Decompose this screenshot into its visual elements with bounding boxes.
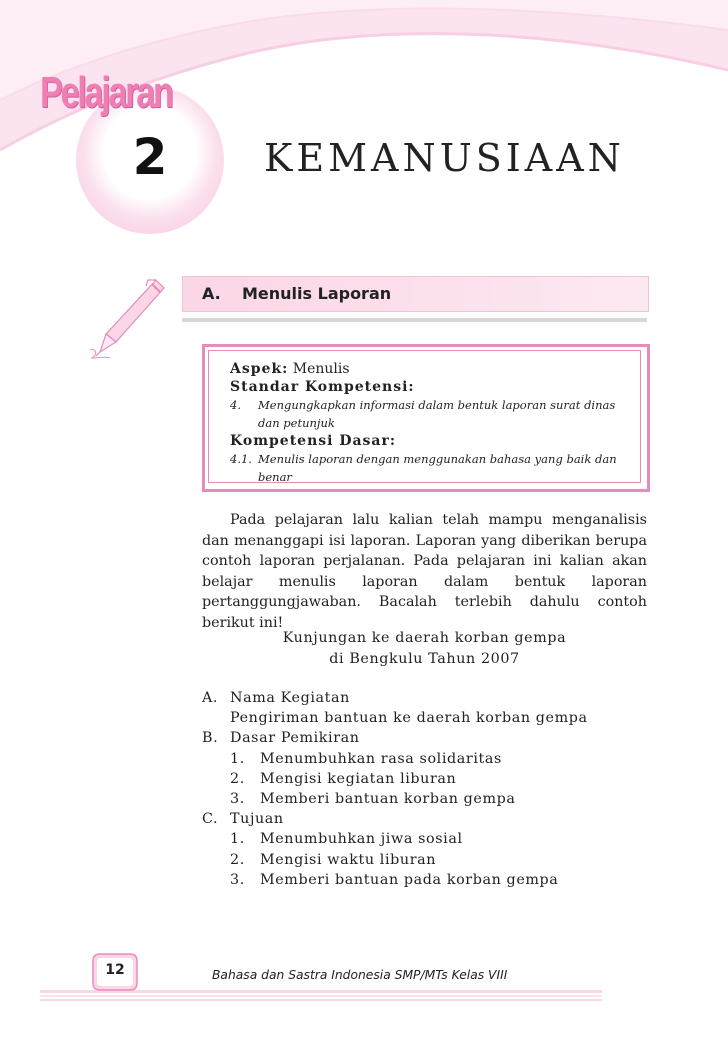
- dasar-item: [230, 450, 640, 486]
- chapter-title: KEMANUSIAAN: [264, 136, 625, 180]
- outline-section-c: [202, 809, 647, 829]
- outline-marker: C.: [202, 811, 219, 828]
- list-item-number: 2.: [230, 770, 245, 787]
- standar-item-number: 4.: [230, 398, 241, 412]
- dasar-item-number: 4.1.: [230, 452, 252, 466]
- report-outline: [202, 688, 647, 890]
- competency-content: [230, 360, 640, 486]
- book-title: Bahasa dan Sastra Indonesia SMP/MTs Kelas VIII: [212, 968, 508, 982]
- aspek-value: Menulis: [292, 361, 350, 377]
- pen-icon: [86, 276, 168, 362]
- outline-text: Pengiriman bantuan ke daerah korban gempa: [230, 710, 588, 727]
- standar-item-text: Mengungkapkan informasi dalam bentuk laporan surat dinas dan petunjuk: [258, 398, 616, 430]
- report-title: [202, 628, 647, 669]
- aspek-line: [230, 360, 640, 378]
- list-item-number: 2.: [230, 851, 245, 868]
- outline-heading: Nama Kegiatan: [230, 690, 350, 706]
- outline-marker: A.: [202, 690, 219, 706]
- dasar-label: Kompetensi Dasar:: [230, 433, 397, 449]
- list-item: [202, 850, 647, 870]
- list-item: [202, 769, 647, 789]
- list-item: [202, 789, 647, 809]
- list-item-text: Menumbuhkan rasa solidaritas: [260, 750, 502, 767]
- section-title: Menulis Laporan: [242, 284, 392, 303]
- intro-paragraph: Pada pelajaran lalu kalian telah mampu menganalisis dan menanggapi isi laporan. Laporan yang diberikan berupa contoh laporan perjalanan. Pada pelajaran ini kalian akan belajar menulis laporan dalam bentuk laporan pertanggungjawaban. Bacalah terlebih dahulu contoh berikut ini!: [202, 512, 647, 631]
- list-item: [202, 870, 647, 890]
- list-item-number: 3.: [230, 791, 245, 808]
- standar-item: [230, 396, 640, 432]
- dasar-item-text: Menulis laporan dengan menggunakan bahasa yang baik dan benar: [258, 452, 617, 484]
- chapter-word: Pelajaran: [40, 68, 172, 117]
- outline-marker: B.: [202, 730, 219, 747]
- list-item-text: Mengisi waktu liburan: [260, 851, 437, 868]
- report-title-line-2: di Bengkulu Tahun 2007: [329, 650, 520, 667]
- list-item-text: Mengisi kegiatan liburan: [260, 770, 457, 787]
- list-item: [202, 749, 647, 769]
- section-divider: [182, 318, 647, 322]
- aspek-label: Aspek:: [230, 361, 289, 377]
- outline-heading: Dasar Pemikiran: [230, 730, 360, 747]
- list-item: [202, 829, 647, 849]
- outline-section-b: [202, 728, 647, 748]
- list-item-text: Memberi bantuan pada korban gempa: [260, 871, 559, 888]
- list-item-number: 1.: [230, 750, 245, 767]
- section-heading: [202, 284, 391, 303]
- standar-label: Standar Kompetensi:: [230, 379, 415, 395]
- list-item-text: Menumbuhkan jiwa sosial: [260, 831, 463, 848]
- list-item-number: 1.: [230, 831, 245, 848]
- report-title-line-1: Kunjungan ke daerah korban gempa: [282, 630, 567, 646]
- chapter-number: 2: [132, 128, 168, 186]
- page-number: 12: [105, 962, 125, 978]
- outline-heading: Tujuan: [230, 811, 284, 828]
- section-label: A.: [202, 284, 221, 303]
- outline-section-a-text: [202, 708, 647, 728]
- list-item-number: 3.: [230, 871, 245, 888]
- list-item-text: Memberi bantuan korban gempa: [260, 791, 516, 808]
- outline-section-a: [202, 688, 647, 708]
